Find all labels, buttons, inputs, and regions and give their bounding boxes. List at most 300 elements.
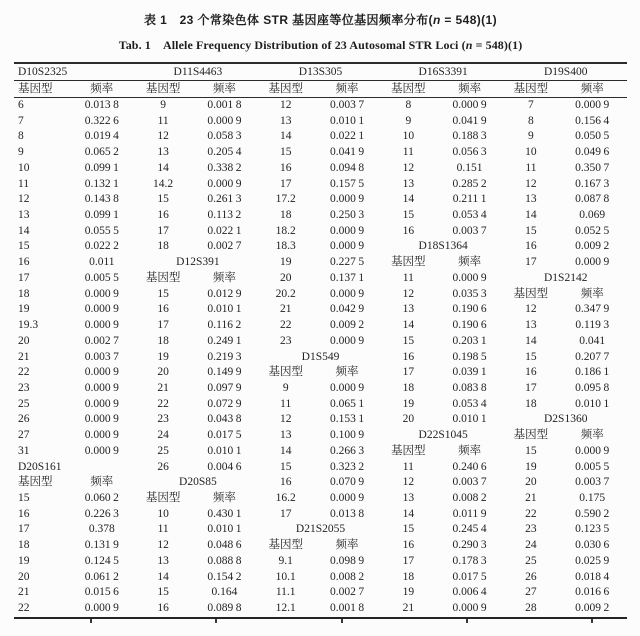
- frequency-cell: 0.013 8: [84, 99, 119, 111]
- genotype-cell: 6: [18, 99, 24, 111]
- genotype-cell: 13: [279, 429, 292, 442]
- column-tick-mark: [215, 619, 217, 623]
- genotype-cell: 23: [18, 381, 30, 394]
- genotype-cell: 7: [528, 99, 534, 111]
- frequency-cell: 0.285 2: [452, 177, 487, 190]
- subheader-genotype: 基因型: [391, 256, 426, 269]
- frequency-cell: 0.055 5: [84, 224, 119, 237]
- table-title-en: [14, 36, 627, 53]
- frequency-cell: 0.000 9: [84, 319, 119, 332]
- frequency-cell: 0.012 9: [207, 287, 242, 300]
- genotype-cell: 17: [525, 256, 537, 269]
- genotype-cell: 10: [157, 507, 169, 520]
- genotype-cell: 25: [157, 444, 169, 457]
- frequency-cell: 0.065 1: [329, 397, 365, 410]
- frequency-cell: 0.190 6: [452, 303, 487, 316]
- frequency-cell: 0.178 3: [452, 554, 487, 567]
- frequency-cell: 0.041 9: [329, 146, 365, 159]
- frequency-cell: 0.022 1: [329, 130, 365, 143]
- frequency-cell: 0.094 8: [329, 161, 365, 174]
- genotype-cell: 21: [157, 381, 169, 394]
- genotype-cell: 15: [525, 224, 537, 237]
- frequency-cell: 0.290 3: [452, 539, 487, 552]
- table-row: [14, 177, 627, 193]
- frequency-cell: 0.143 8: [84, 193, 119, 206]
- frequency-cell: 0.087 8: [575, 193, 610, 206]
- frequency-cell: 0.430 1: [207, 507, 242, 520]
- genotype-cell: 12: [402, 476, 415, 489]
- genotype-cell: 20: [18, 570, 30, 583]
- genotype-cell: 14: [279, 444, 292, 457]
- genotype-cell: 10.1: [275, 570, 296, 583]
- genotype-cell: 31: [18, 444, 30, 457]
- genotype-cell: 21: [18, 350, 30, 363]
- frequency-cell: 0.070 9: [329, 476, 365, 489]
- frequency-cell: 0.015 6: [84, 586, 119, 599]
- table-title-en-nvar: n: [465, 38, 473, 52]
- table-row: [14, 444, 627, 460]
- genotype-cell: 12.1: [275, 602, 296, 614]
- frequency-cell: 0.010 1: [452, 413, 487, 426]
- genotype-cell: 9: [282, 381, 289, 394]
- genotype-cell: 9: [18, 146, 24, 159]
- frequency-cell: 0.000 9: [329, 334, 365, 347]
- genotype-cell: 16: [525, 240, 537, 253]
- genotype-cell: 26: [525, 570, 537, 583]
- genotype-cell: 11: [280, 397, 292, 410]
- frequency-cell: 0.017 5: [207, 429, 242, 442]
- frequency-cell: 0.151: [456, 161, 483, 174]
- genotype-cell: 19: [525, 460, 537, 473]
- frequency-cell: 0.113 2: [207, 209, 242, 222]
- genotype-cell: 16: [525, 366, 537, 379]
- frequency-cell: 0.240 6: [452, 460, 487, 473]
- frequency-cell: 0.123 5: [575, 523, 610, 536]
- frequency-cell: 0.098 9: [329, 554, 365, 567]
- genotype-cell: 22: [525, 507, 537, 520]
- genotype-cell: 13: [157, 146, 169, 159]
- table-row: [14, 554, 627, 570]
- genotype-cell: 15: [279, 146, 292, 159]
- genotype-cell: 14: [525, 209, 537, 222]
- genotype-cell: 13: [157, 554, 169, 567]
- frequency-cell: 0.323 2: [329, 460, 365, 473]
- locus-section-header: D20S161: [18, 460, 62, 473]
- genotype-cell: 17: [402, 554, 415, 567]
- genotype-cell: 13: [402, 177, 415, 190]
- subheader-frequency: 频率: [212, 271, 236, 284]
- table-row: [14, 302, 627, 318]
- frequency-cell: 0.211 1: [452, 193, 487, 206]
- genotype-cell: 12: [157, 539, 169, 552]
- frequency-cell: 0.261 3: [207, 193, 242, 206]
- table-row: [14, 114, 627, 130]
- frequency-cell: 0.065 2: [84, 146, 119, 159]
- table-title-en-pre: Tab. 1 Allele Frequency Distribution of 23 Autosomal STR Loci (: [118, 38, 466, 52]
- frequency-cell: 0.003 7: [84, 350, 119, 363]
- column-tick-mark: [591, 619, 593, 623]
- locus-section-header: D21S2055: [295, 523, 346, 536]
- genotype-cell: 26: [18, 413, 30, 426]
- frequency-cell: 0.350 7: [575, 161, 610, 174]
- table-row: [14, 334, 627, 350]
- genotype-cell: 19: [18, 554, 30, 567]
- locus-section-header: D18S1364: [418, 240, 468, 253]
- frequency-cell: 0.207 7: [575, 350, 610, 363]
- frequency-cell: 0.016 6: [575, 586, 610, 599]
- subheader-frequency: 频率: [190, 81, 260, 98]
- frequency-cell: 0.226 3: [84, 507, 119, 520]
- genotype-cell: 9: [160, 99, 166, 111]
- genotype-cell: 17: [525, 381, 537, 394]
- table-title-en-post: = 548)(1): [472, 38, 523, 52]
- genotype-cell: 14.2: [153, 177, 174, 190]
- frequency-table-wrapper: [14, 62, 627, 619]
- frequency-cell: 0.000 9: [575, 444, 610, 457]
- genotype-cell: 8: [528, 114, 534, 127]
- table-row: [14, 365, 627, 381]
- frequency-cell: 0.089 8: [207, 602, 242, 614]
- frequency-cell: 0.003 7: [329, 99, 365, 111]
- genotype-cell: 16: [402, 350, 415, 363]
- subheader-genotype: 基因型: [513, 287, 549, 300]
- frequency-cell: 0.000 9: [84, 287, 119, 300]
- genotype-cell: 26: [157, 460, 169, 473]
- genotype-cell: 14: [157, 570, 169, 583]
- frequency-cell: 0.001 8: [207, 99, 242, 111]
- frequency-cell: 0.004 6: [207, 460, 242, 473]
- genotype-cell: 11.1: [275, 586, 296, 599]
- genotype-cell: 13: [402, 491, 415, 504]
- frequency-cell: 0.017 5: [452, 570, 487, 583]
- locus-section-header: D2S1360: [544, 413, 588, 426]
- genotype-cell: 22: [18, 366, 30, 379]
- genotype-cell: 10: [18, 161, 30, 174]
- table-row: [14, 271, 627, 287]
- frequency-cell: 0.030 6: [575, 539, 610, 552]
- genotype-cell: 22: [157, 397, 169, 410]
- subheader-genotype: 基因型: [513, 429, 549, 442]
- frequency-cell: 0.000 9: [329, 491, 365, 504]
- genotype-cell: 20: [18, 334, 30, 347]
- frequency-cell: 0.000 9: [329, 381, 365, 394]
- genotype-cell: 16: [157, 303, 169, 316]
- frequency-cell: 0.000 9: [207, 177, 242, 190]
- frequency-cell: 0.000 9: [329, 287, 365, 300]
- frequency-cell: 0.097 9: [207, 381, 242, 394]
- genotype-cell: 14: [402, 193, 415, 206]
- frequency-cell: 0.042 9: [329, 303, 365, 316]
- frequency-cell: 0.001 8: [329, 602, 365, 614]
- frequency-cell: 0.009 2: [329, 319, 365, 332]
- frequency-cell: 0.175: [579, 491, 606, 504]
- genotype-cell: 13: [525, 319, 537, 332]
- frequency-cell: 0.022 2: [84, 240, 119, 253]
- frequency-cell: 0.167 3: [575, 177, 610, 190]
- frequency-cell: 0.041: [579, 334, 606, 347]
- genotype-cell: 19: [18, 303, 30, 316]
- frequency-cell: 0.000 9: [329, 240, 365, 253]
- genotype-cell: 15: [157, 287, 169, 300]
- table-row: [14, 224, 627, 240]
- genotype-cell: 12: [402, 287, 415, 300]
- frequency-cell: 0.002 7: [329, 586, 365, 599]
- frequency-cell: 0.000 9: [329, 224, 365, 237]
- genotype-cell: 20: [157, 366, 169, 379]
- frequency-cell: 0.000 9: [575, 99, 610, 111]
- genotype-cell: 21: [18, 586, 30, 599]
- frequency-cell: 0.053 4: [452, 209, 487, 222]
- subheader-genotype: 基因型: [145, 491, 181, 504]
- subheader-frequency: 频率: [335, 539, 359, 552]
- frequency-cell: 0.035 3: [452, 287, 487, 300]
- frequency-cell: 0.005 5: [575, 460, 610, 473]
- frequency-cell: 0.266 3: [329, 444, 365, 457]
- genotype-cell: 23: [157, 413, 169, 426]
- frequency-cell: 0.149 9: [207, 366, 242, 379]
- frequency-cell: 0.153 1: [329, 413, 365, 426]
- frequency-cell: 0.060 2: [84, 491, 119, 504]
- genotype-cell: 16.2: [275, 491, 296, 504]
- frequency-cell: 0.000 9: [452, 99, 487, 111]
- locus-section-header: D22S1045: [418, 429, 468, 442]
- genotype-cell: 19: [279, 256, 292, 269]
- frequency-cell: 0.000 9: [452, 271, 487, 284]
- genotype-cell: 7: [18, 114, 24, 127]
- table-row: [14, 318, 627, 334]
- subheader-frequency: 频率: [90, 476, 114, 489]
- frequency-cell: 0.156 4: [575, 114, 610, 127]
- genotype-cell: 8: [18, 130, 24, 143]
- genotype-cell: 16: [402, 224, 415, 237]
- frequency-cell: 0.000 9: [84, 381, 119, 394]
- frequency-cell: 0.203 1: [452, 334, 487, 347]
- frequency-cell: 0.011 9: [452, 507, 487, 520]
- frequency-cell: 0.043 8: [207, 413, 242, 426]
- genotype-cell: 13: [279, 114, 292, 127]
- locus-section-header: D1S549: [301, 350, 340, 363]
- genotype-cell: 15: [525, 350, 537, 363]
- subheader-genotype: 基因型: [145, 271, 181, 284]
- frequency-cell: 0.022 1: [207, 224, 242, 237]
- frequency-cell: 0.003 7: [575, 476, 610, 489]
- frequency-cell: 0.000 9: [452, 602, 487, 614]
- frequency-cell: 0.000 9: [84, 413, 119, 426]
- table-body: [14, 98, 627, 618]
- frequency-cell: 0.000 9: [84, 429, 119, 442]
- genotype-cell: 16: [279, 161, 292, 174]
- subheader-frequency: 频率: [312, 81, 382, 98]
- frequency-cell: 0.008 2: [329, 570, 365, 583]
- frequency-cell: 0.249 1: [207, 334, 242, 347]
- table-row: [14, 381, 627, 397]
- column-tick-mark: [90, 619, 92, 623]
- frequency-cell: 0.010 1: [207, 303, 242, 316]
- frequency-cell: 0.000 9: [84, 397, 119, 410]
- frequency-cell: 0.069: [579, 209, 606, 222]
- locus-header: D13S305: [259, 63, 382, 81]
- genotype-cell: 21: [279, 303, 292, 316]
- genotype-cell: 17: [279, 507, 292, 520]
- genotype-cell: 23: [279, 334, 292, 347]
- frequency-cell: 0.041 9: [452, 114, 487, 127]
- genotype-cell: 9.1: [278, 554, 293, 567]
- subheader-frequency: 频率: [435, 81, 505, 98]
- column-tick-mark: [341, 619, 343, 623]
- genotype-cell: 15: [402, 209, 415, 222]
- frequency-cell: 0.378: [88, 523, 115, 536]
- frequency-cell: 0.083 8: [452, 381, 487, 394]
- frequency-cell: 0.003 7: [452, 476, 487, 489]
- frequency-cell: 0.000 9: [84, 444, 119, 457]
- genotype-cell: 11: [402, 460, 414, 473]
- genotype-cell: 10: [402, 130, 415, 143]
- genotype-cell: 18: [18, 539, 30, 552]
- locus-section-header: D12S391: [176, 256, 220, 269]
- frequency-cell: 0.095 8: [575, 381, 610, 394]
- table-row: [14, 538, 627, 554]
- subheader-genotype: 基因型: [14, 81, 67, 98]
- subheader-frequency: 频率: [458, 256, 482, 269]
- genotype-cell: 15: [157, 586, 169, 599]
- genotype-cell: 17: [157, 319, 169, 332]
- genotype-cell: 11: [157, 114, 169, 127]
- table-row: [14, 98, 627, 114]
- genotype-cell: 25: [525, 554, 537, 567]
- table-row: [14, 397, 627, 413]
- genotype-cell: 25: [18, 397, 30, 410]
- table-row: [14, 412, 627, 428]
- subheader-genotype: 基因型: [504, 81, 557, 98]
- table-row: [14, 255, 627, 271]
- frequency-cell: 0.000 9: [84, 602, 119, 614]
- locus-section-header: D1S2142: [544, 271, 588, 284]
- table-title-zh: [14, 11, 627, 28]
- genotype-cell: 18: [402, 381, 415, 394]
- frequency-cell: 0.119 3: [575, 319, 610, 332]
- frequency-cell: 0.205 4: [207, 146, 242, 159]
- table-row: [14, 192, 627, 208]
- table-row: [14, 161, 627, 177]
- locus-section-header: D20S85: [179, 476, 217, 489]
- genotype-cell: 17.2: [275, 193, 296, 206]
- locus-header: D11S4463: [137, 63, 260, 81]
- frequency-cell: 0.157 5: [329, 177, 365, 190]
- genotype-cell: 14: [402, 319, 415, 332]
- table-row: [14, 208, 627, 224]
- locus-header-row: [14, 63, 627, 81]
- frequency-cell: 0.048 6: [207, 539, 242, 552]
- genotype-cell: 16: [157, 602, 169, 614]
- genotype-cell: 19.3: [18, 319, 39, 332]
- subheader-genotype: 基因型: [137, 81, 190, 98]
- genotype-cell: 15: [402, 523, 415, 536]
- table-row: [14, 475, 627, 491]
- frequency-cell: 0.137 1: [329, 271, 365, 284]
- frequency-cell: 0.010 1: [207, 523, 242, 536]
- genotype-cell: 20.2: [275, 287, 296, 300]
- genotype-cell: 19: [402, 586, 415, 599]
- frequency-cell: 0.227 5: [329, 256, 365, 269]
- subheader-genotype: 基因型: [18, 476, 53, 489]
- genotype-cell: 18.2: [275, 224, 296, 237]
- genotype-cell: 16: [18, 256, 30, 269]
- genotype-cell: 20: [525, 476, 537, 489]
- genotype-cell: 24: [157, 429, 169, 442]
- genotype-cell: 28: [525, 602, 537, 614]
- frequency-cell: 0.010 1: [207, 444, 242, 457]
- genotype-cell: 18: [279, 209, 292, 222]
- subheader-frequency: 频率: [212, 491, 236, 504]
- genotype-cell: 14: [402, 507, 415, 520]
- genotype-cell: 20: [279, 271, 292, 284]
- genotype-cell: 12: [402, 161, 415, 174]
- genotype-cell: 8: [405, 99, 412, 111]
- genotype-cell: 16: [402, 539, 415, 552]
- frequency-cell: 0.338 2: [207, 161, 242, 174]
- subheader-frequency: 频率: [580, 287, 604, 300]
- frequency-cell: 0.009 2: [575, 602, 610, 614]
- table-row: [14, 287, 627, 303]
- frequency-cell: 0.116 2: [207, 319, 242, 332]
- table-title-zh-pre: 表 1 23 个常染色体 STR 基因座等位基因频率分布(: [143, 13, 433, 27]
- frequency-cell: 0.058 3: [207, 130, 242, 143]
- frequency-cell: 0.006 4: [452, 586, 487, 599]
- frequency-cell: 0.590 2: [575, 507, 610, 520]
- subheader-genotype: 基因型: [382, 81, 435, 98]
- frequency-cell: 0.088 8: [207, 554, 242, 567]
- genotype-cell: 27: [525, 586, 537, 599]
- subheader-frequency: 频率: [67, 81, 137, 98]
- frequency-cell: 0.039 1: [452, 366, 487, 379]
- genotype-cell: 22: [279, 319, 292, 332]
- subheader-frequency: 频率: [335, 366, 359, 379]
- frequency-cell: 0.053 4: [452, 397, 487, 410]
- frequency-cell: 0.322 6: [84, 114, 119, 127]
- genotype-cell: 15: [157, 193, 169, 206]
- frequency-cell: 0.010 1: [329, 114, 365, 127]
- genotype-cell: 21: [402, 602, 415, 614]
- genotype-cell: 15: [402, 334, 415, 347]
- genotype-cell: 17: [18, 523, 30, 536]
- genotype-cell: 21: [525, 491, 537, 504]
- locus-header: D10S2325: [14, 63, 137, 81]
- genotype-cell: 15: [18, 240, 30, 253]
- frequency-cell: 0.245 4: [452, 523, 487, 536]
- frequency-cell: 0.056 3: [452, 146, 487, 159]
- genotype-cell: 19: [157, 350, 169, 363]
- table-title-zh-post: = 548)(1): [440, 13, 498, 27]
- table-row: [14, 491, 627, 507]
- frequency-cell: 0.132 1: [84, 177, 119, 190]
- locus-header: D16S3391: [382, 63, 505, 81]
- genotype-cell: 16: [18, 507, 30, 520]
- frequency-cell: 0.250 3: [329, 209, 365, 222]
- frequency-cell: 0.124 5: [84, 554, 119, 567]
- table-row: [14, 239, 627, 255]
- frequency-cell: 0.025 9: [575, 554, 610, 567]
- genotype-cell: 18: [525, 397, 537, 410]
- subheader-genotype: 基因型: [268, 539, 303, 552]
- genotype-cell: 23: [525, 523, 537, 536]
- genotype-cell: 17: [18, 271, 30, 284]
- table-row: [14, 585, 627, 601]
- frequency-cell: 0.019 4: [84, 130, 119, 143]
- frequency-cell: 0.072 9: [207, 397, 242, 410]
- genotype-cell: 18: [18, 287, 30, 300]
- genotype-cell: 12: [525, 303, 537, 316]
- subheader-frequency: 频率: [458, 444, 482, 457]
